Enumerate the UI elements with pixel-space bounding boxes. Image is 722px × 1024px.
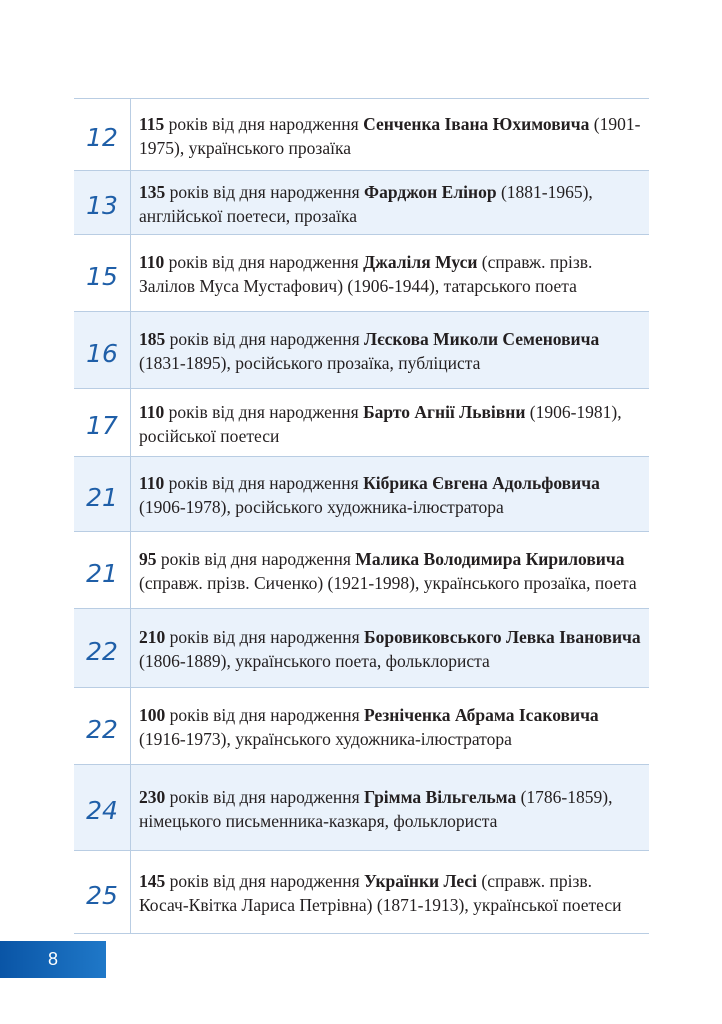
person-name: Кібрика Євгена Адольфовича bbox=[363, 473, 600, 493]
person-name: Джаліля Муси bbox=[363, 252, 478, 272]
entry-phrase: років від дня народження bbox=[164, 252, 364, 272]
table-row bbox=[74, 765, 649, 851]
entry-details: (1831-1895), російського прозаїка, публіциста bbox=[139, 353, 481, 373]
person-name: Фарджон Елінор bbox=[364, 181, 497, 202]
day-number: 12 bbox=[74, 99, 131, 170]
entry-text bbox=[131, 532, 649, 608]
person-name: Резніченка Абрама Ісаковича bbox=[364, 705, 599, 725]
table-row bbox=[74, 457, 649, 532]
person-name: Малика Володимира Кириловича bbox=[355, 549, 625, 569]
entry-details: (справж. прізв. Сиченко) (1921-1998), українського прозаїка, поета bbox=[139, 573, 637, 593]
entry-phrase: років від дня народження bbox=[164, 401, 364, 422]
years-count: 110 bbox=[139, 401, 165, 422]
table-row bbox=[74, 389, 649, 457]
page-number: 8 bbox=[0, 941, 106, 978]
years-count: 230 bbox=[139, 786, 166, 807]
entry-text bbox=[131, 688, 649, 764]
years-count: 110 bbox=[139, 473, 165, 493]
entry-text bbox=[131, 235, 649, 311]
years-count: 185 bbox=[139, 329, 166, 349]
anniversary-table bbox=[74, 98, 649, 934]
day-number: 22 bbox=[74, 609, 131, 687]
table-row bbox=[74, 851, 649, 934]
years-count: 95 bbox=[139, 549, 157, 569]
entry-text bbox=[131, 609, 649, 687]
day-number: 21 bbox=[74, 532, 131, 608]
entry-details: (1881-1965), англійської поетеси, прозаїка bbox=[139, 181, 593, 226]
entry-text bbox=[131, 99, 649, 170]
person-name: Барто Агнії Львівни bbox=[363, 401, 526, 422]
person-name: Боровиковського Левка Івановича bbox=[364, 627, 641, 647]
entry-details: (1901-1975), українського прозаїка bbox=[139, 113, 641, 158]
entry-text bbox=[131, 312, 649, 388]
entry-phrase: років від дня народження bbox=[165, 181, 365, 202]
table-row bbox=[74, 171, 649, 235]
years-count: 115 bbox=[139, 113, 165, 134]
entry-phrase: років від дня народження bbox=[165, 786, 365, 807]
entry-details: (1806-1889), українського поета, фольклориста bbox=[139, 651, 490, 671]
entry-details: (1906-1978), російського художника-ілюстратора bbox=[139, 497, 504, 517]
day-number: 17 bbox=[74, 389, 131, 456]
entry-details: (1906-1981), російської поетеси bbox=[139, 401, 622, 446]
table-row bbox=[74, 609, 649, 688]
day-number: 25 bbox=[74, 851, 131, 933]
entry-phrase: років від дня народження bbox=[164, 113, 364, 134]
day-number: 24 bbox=[74, 765, 131, 850]
table-row bbox=[74, 235, 649, 312]
day-number: 15 bbox=[74, 235, 131, 311]
entry-text bbox=[131, 171, 649, 234]
entry-text bbox=[131, 457, 649, 531]
entry-details: (1786-1859), німецького письменника-казкаря, фольклориста bbox=[139, 786, 613, 831]
entry-phrase: років від дня народження bbox=[165, 627, 365, 647]
entry-text bbox=[131, 765, 649, 850]
table-row bbox=[74, 688, 649, 765]
day-number: 21 bbox=[74, 457, 131, 531]
years-count: 100 bbox=[139, 705, 166, 725]
entry-phrase: років від дня народження bbox=[165, 705, 365, 725]
entry-details: (справж. прізв. Залілов Муса Мустафович) (1906-1944), татарського поета bbox=[139, 252, 593, 296]
entry-phrase: років від дня народження bbox=[165, 329, 365, 349]
years-count: 135 bbox=[139, 181, 166, 202]
table-row bbox=[74, 312, 649, 389]
entry-details: (1916-1973), українського художника-ілюстратора bbox=[139, 729, 512, 749]
entry-phrase: років від дня народження bbox=[165, 871, 365, 891]
entry-phrase: років від дня народження bbox=[164, 473, 364, 493]
person-name: Лєскова Миколи Семеновича bbox=[364, 329, 600, 349]
entry-text bbox=[131, 851, 649, 933]
person-name: Грімма Вільгельма bbox=[364, 786, 517, 807]
entry-phrase: років від дня народження bbox=[156, 549, 356, 569]
table-row bbox=[74, 99, 649, 171]
table-row bbox=[74, 532, 649, 609]
day-number: 13 bbox=[74, 171, 131, 234]
day-number: 16 bbox=[74, 312, 131, 388]
years-count: 210 bbox=[139, 627, 166, 647]
entry-details: (справж. прізв. Косач-Квітка Лариса Петрівна) (1871-1913), української поетеси bbox=[139, 871, 622, 915]
person-name: Українки Лесі bbox=[364, 871, 478, 891]
person-name: Сенченка Івана Юхимовича bbox=[363, 113, 590, 134]
years-count: 110 bbox=[139, 252, 165, 272]
years-count: 145 bbox=[139, 871, 166, 891]
day-number: 22 bbox=[74, 688, 131, 764]
entry-text bbox=[131, 389, 649, 456]
